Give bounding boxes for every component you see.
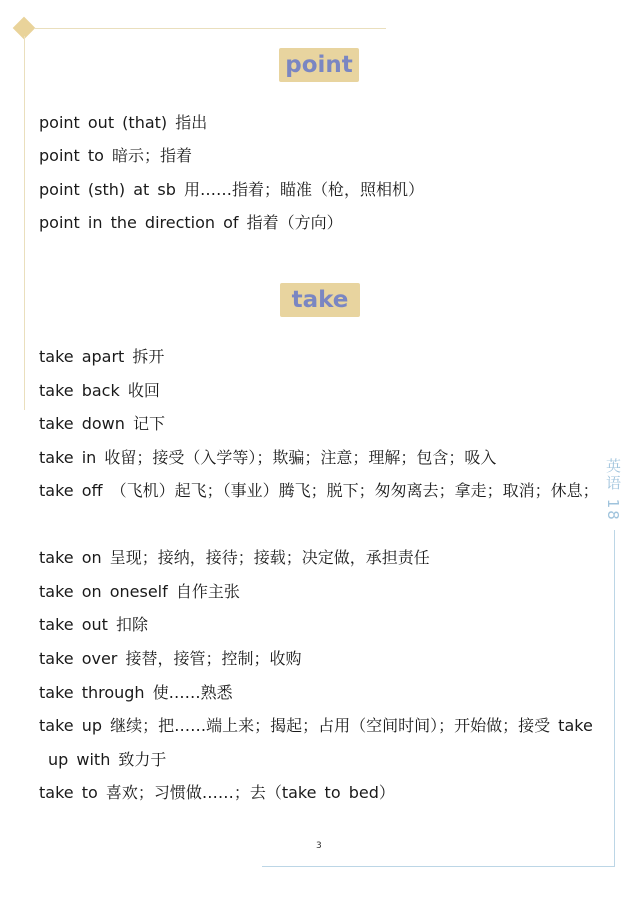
- section-title-take: take: [280, 283, 360, 317]
- entry-take-back: take back 收回: [39, 381, 160, 400]
- entry-take-on: take on 呈现；接纳，接待；接载；决定做，承担责任: [39, 548, 430, 567]
- top-border-line: [34, 28, 386, 29]
- entry-take-through: take through 使……熟悉: [39, 683, 233, 702]
- entry-take-in: take in 收留；接受（入学等）；欺骗；注意；理解；包含；吸入: [39, 448, 497, 467]
- entry-take-off: take off （飞机）起飞；（事业）腾飞；脱下；匆匆离去；拿走；取消；休息；: [39, 481, 599, 500]
- entry-take-over: take over 接替，接管；控制；收购: [39, 649, 302, 668]
- entry-take-down: take down 记下: [39, 414, 165, 433]
- entry-take-out: take out 扣除: [39, 615, 148, 634]
- entry-point-in-direction: point in the direction of 指着（方向）: [39, 213, 343, 232]
- right-border-line: [614, 530, 615, 866]
- entry-take-up: take up 继续；把……端上来；揭起；占用（空间时间）；开始做；接受 take: [39, 716, 593, 735]
- entry-take-apart: take apart 拆开: [39, 347, 165, 366]
- entry-take-up-with: up with 致力于: [48, 750, 167, 769]
- bottom-border-line: [262, 866, 615, 867]
- entry-point-at: point (sth) at sb 用……指着；瞄准（枪，照相机）: [39, 180, 424, 199]
- left-border-line: [24, 36, 25, 410]
- entry-take-to: take to 喜欢；习惯做……；去（take to bed）: [39, 783, 395, 802]
- section-title-point: point: [279, 48, 359, 82]
- entry-point-to: point to 暗示；指着: [39, 146, 193, 165]
- entry-point-out: point out (that) 指出: [39, 113, 208, 132]
- page-number: 3: [316, 841, 322, 851]
- side-label: 英语 18: [604, 458, 622, 522]
- entry-take-on-oneself: take on oneself 自作主张: [39, 582, 240, 601]
